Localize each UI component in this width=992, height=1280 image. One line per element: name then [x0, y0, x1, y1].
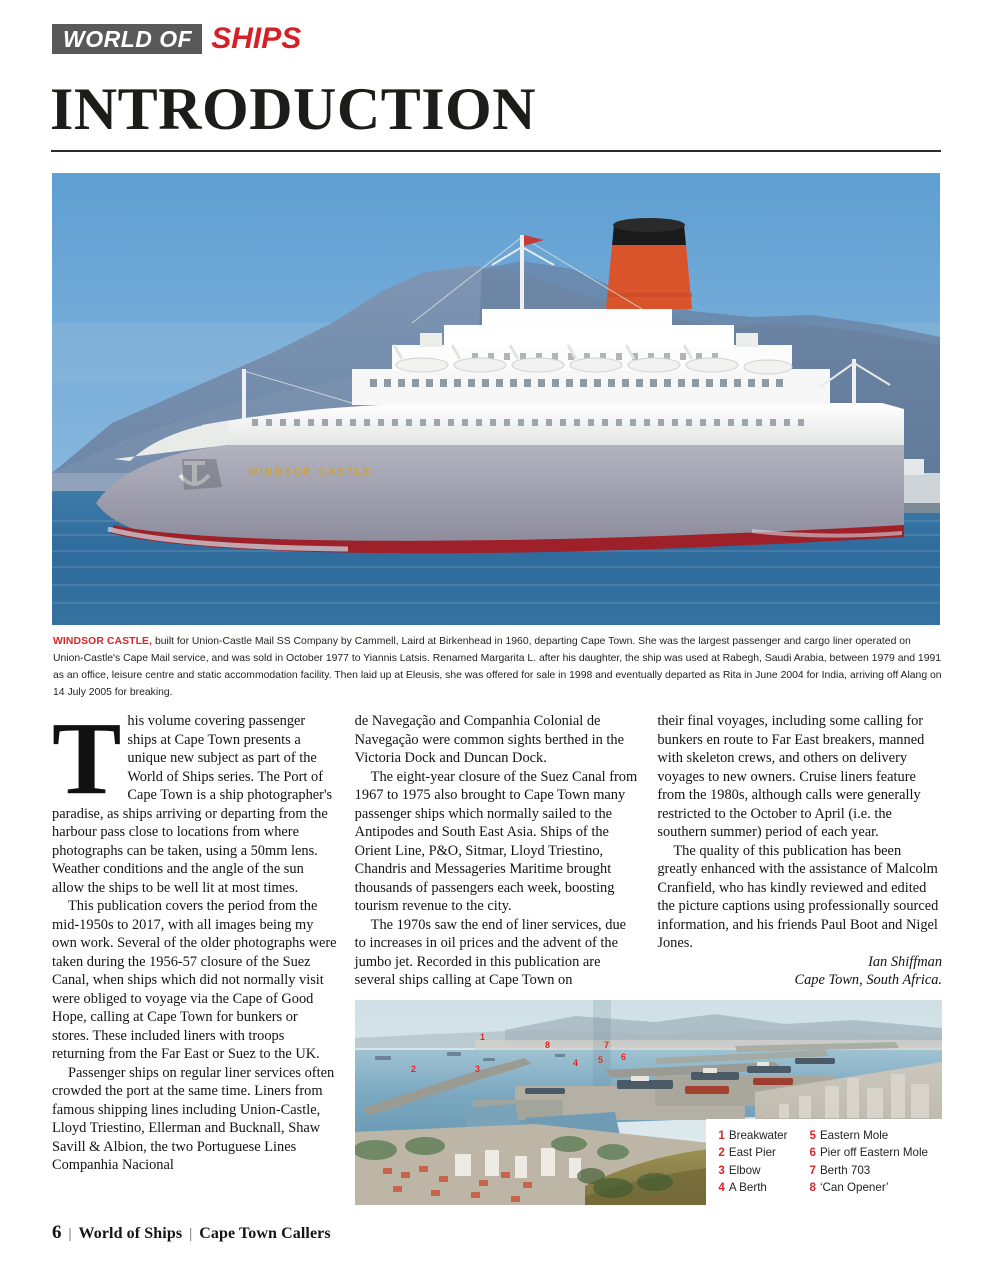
aerial-marker-3: 3: [475, 1064, 481, 1074]
legend-label: ‘Can Opener’: [819, 1181, 889, 1195]
paragraph: The 1970s saw the end of liner services, due to increases in oil prices and the advent of the jumbo jet. Recorded in this publication are several ships calling at Cape Town on: [354, 916, 627, 988]
aerial-marker-7: 7: [604, 1040, 610, 1050]
svg-text:WINDSOR CASTLE: WINDSOR CASTLE: [248, 467, 373, 478]
legend-number: 3: [718, 1163, 725, 1177]
page-footer: [52, 1222, 331, 1244]
legend-item: [718, 1144, 787, 1162]
legend-item: [810, 1127, 929, 1145]
paragraph: their final voyages, including some calling for bunkers en route to Far East breakers, manned with skeleton crews, and others on delivery voyages to new owners. Cruise liners feature from the 1980s, although calls were generally restricted to the October to April (i.e. the southern summer) period of each year.: [657, 713, 925, 840]
legend-item: [810, 1179, 929, 1197]
aerial-marker-6: 6: [621, 1052, 627, 1062]
aerial-legend: [706, 1119, 942, 1205]
aerial-marker-2: 2: [411, 1064, 417, 1074]
legend-number: 8: [809, 1181, 816, 1195]
hero-ship-photo: [52, 173, 940, 625]
harbour-aerial-photo: [355, 1000, 942, 1205]
caption-ship-name: WINDSOR CASTLE,: [53, 636, 153, 647]
aerial-marker-5: 5: [598, 1055, 604, 1065]
legend-label: Elbow: [728, 1163, 761, 1177]
legend-column-right: [810, 1127, 929, 1197]
paragraph-text: his volume covering passenger ships at Cape Town presents a unique new subject as part of the World of Ships series. The Port of Cape Town is a ship photographer's paradise, as ships arriving or departing from the harbour pass close to locations from where photographs can be taken, using a 50mm lens. Weather conditions and the angle of the sun allow the ships to be well lit at most times.: [52, 713, 333, 896]
legend-number: 7: [809, 1163, 816, 1177]
legend-label: East Pier: [728, 1146, 776, 1160]
title-divider: [51, 150, 941, 152]
author-signature: Ian Shiffman: [868, 953, 943, 970]
paragraph: This publication covers the period from the mid-1950s to 2017, with all images being my own work. Several of the older photographs were taken during the 1956-57 closure of the Suez Canal, when ships which did not normally visit were obliged to voyage via the Cape of Good Hope, calling at Cape Town for bunkers or stores. These included liners with troops returning from the Far East or Suez to the UK.: [52, 898, 337, 1062]
legend-item: [718, 1127, 787, 1145]
legend-label: Eastern Mole: [819, 1128, 889, 1142]
paragraph: de Navegação and Companhia Colonial de Navegação were common sights berthed in the Victoria Dock and Duncan Dock.: [354, 713, 625, 766]
legend-item: [718, 1162, 787, 1180]
aerial-marker-1: 1: [480, 1032, 486, 1042]
legend-number: 4: [718, 1181, 725, 1195]
paragraph: The quality of this publication has been greatly enhanced with the assistance of Malcolm Cranfield, who has kindly reviewed and edited the picture captions using professionally sourced information, and his friends Paul Boot and Nigel Jones.: [657, 842, 939, 951]
legend-number: 2: [718, 1146, 725, 1160]
article-column-1: [52, 701, 337, 1175]
legend-label: Breakwater: [728, 1128, 788, 1142]
legend-item: [810, 1144, 929, 1162]
paragraph: The eight-year closure of the Suez Canal from 1967 to 1975 also brought to Cape Town many passenger ships which normally sailed to the Antipodes and South East Asia. Ships of the Orient Line, P&O, Sitmar, Lloyd Triestino, Chandris and Messageries Maritime brought thousands of passengers each week, boosting tourism revenue to the city.: [354, 768, 638, 914]
caption-body: built for Union-Castle Mail SS Company by Cammell, Laird at Birkenhead in 1960, departing Cape Town. She was the largest passenger and cargo liner operated on Union-Castle's Cape Mail service, and was sold in October 1977 to Yiannis Latsis. Renamed Margarita L. after his daughter, the ship was used at Rabegh, Saudi Arabia, between 1979 and 1991 as an office, leisure centre and static accommodation facility. Then laid up at Eleusis, she was offered for sale in 1998 and eventually departed as Rita in June 2004 for India, arriving off Alang on 14 July 2005 for breaking.: [53, 636, 942, 698]
legend-number: 1: [718, 1128, 725, 1142]
aerial-marker-8: 8: [545, 1040, 551, 1050]
page-title: INTRODUCTION: [50, 76, 537, 142]
legend-number: 5: [809, 1128, 816, 1142]
masthead-world-of-label: WORLD OF: [52, 24, 202, 54]
legend-label: Pier off Eastern Mole: [819, 1146, 928, 1160]
masthead-ships-label: SHIPS: [211, 22, 302, 55]
legend-item: [810, 1162, 929, 1180]
hero-photo-illustration: [52, 173, 940, 625]
legend-item: [718, 1179, 787, 1197]
footer-separator: |: [68, 1226, 72, 1242]
footer-series-title: World of Ships: [78, 1225, 183, 1242]
legend-column-left: [718, 1127, 787, 1197]
author-location: Cape Town, South Africa.: [794, 972, 943, 988]
hero-photo-caption: [53, 634, 943, 701]
legend-number: 6: [809, 1146, 816, 1160]
aerial-marker-4: 4: [573, 1058, 579, 1068]
drop-cap: T: [52, 701, 122, 816]
footer-page-number: 6: [52, 1222, 62, 1243]
masthead: [52, 24, 301, 54]
footer-volume-title: Cape Town Callers: [199, 1225, 331, 1242]
paragraph: Passenger ships on regular liner services often crowded the port at the same time. Liners from famous shipping lines including Union-Castle, Lloyd Triestino, Ellerman and Bucknall, Shaw Savill & Albion, the two Portuguese Lines Companhia Nacional: [52, 1064, 335, 1173]
legend-label: Berth 703: [819, 1163, 871, 1177]
legend-label: A Berth: [728, 1181, 767, 1195]
footer-separator: |: [189, 1226, 193, 1242]
paragraph: [52, 701, 337, 897]
